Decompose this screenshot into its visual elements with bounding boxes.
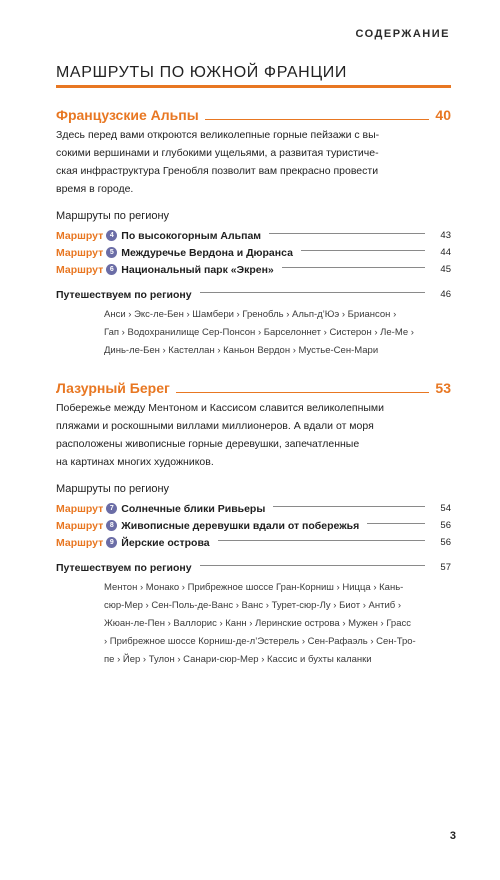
section-title[interactable]: Французские Альпы [56,107,199,123]
dot-leader [273,506,425,507]
travel-entry[interactable] [56,559,451,576]
route-keyword: Маршрут [56,246,104,259]
route-page-number: 54 [440,503,451,514]
route-entry[interactable] [56,261,451,278]
description-line: время в городе. [56,183,134,195]
route-entry[interactable] [56,244,451,261]
route-title[interactable]: Солнечные блики Ривьеры [121,502,266,515]
section-heading[interactable] [56,380,451,396]
dot-leader [218,540,425,541]
route-number-badge: 4 [106,230,117,241]
routes-label: Маршруты по региону [56,210,170,222]
places-line: › Прибрежное шоссе Корниш-де-л’Эстерель › Сен-Рафаэль › Сен-Тро- [104,636,416,647]
dot-leader [205,119,430,120]
section-description [56,399,451,471]
description-line: сокими вершинами и глубокими ущельями, а развитая туристиче- [56,147,379,159]
route-page-number: 56 [440,520,451,531]
route-number-badge: 7 [106,503,117,514]
route-entry[interactable] [56,534,451,551]
places-line: сюр-Мер › Сен-Поль-де-Ванс › Ванс › Турет-сюр-Лу › Биот › Антиб › [104,600,402,611]
dot-leader [200,292,425,293]
section-page-number: 40 [435,107,451,123]
places-line: пе › Йер › Тулон › Санари-сюр-Мер › Кассис и бухты каланки [104,654,372,665]
dot-leader [269,233,425,234]
description-line: расположены живописные горные деревушки, запечатленные [56,438,360,450]
route-keyword: Маршрут [56,536,104,549]
section-cote-dazur [56,380,451,669]
description-line: на картинах многих художников. [56,456,214,468]
route-title[interactable]: Национальный парк «Экрен» [121,263,274,276]
route-keyword: Маршрут [56,229,104,242]
description-line: Здесь перед вами откроются великолепные горные пейзажи с вы- [56,129,380,141]
routes-label: Маршруты по региону [56,483,170,495]
route-number-badge: 6 [106,264,117,275]
places-list [104,306,451,360]
route-keyword: Маршрут [56,502,104,515]
dot-leader [176,392,430,393]
route-keyword: Маршрут [56,519,104,532]
page-number: 3 [449,830,456,842]
route-page-number: 45 [440,264,451,275]
dot-leader [367,523,425,524]
route-page-number: 44 [440,247,451,258]
travel-title[interactable]: Путешествуем по региону [56,288,192,301]
section-french-alps [56,107,451,360]
travel-entry[interactable] [56,286,451,303]
route-entry[interactable] [56,517,451,534]
description-line: ская инфраструктура Гренобля позволит вам прекрасно провести [56,165,379,177]
description-line: Побережье между Ментоном и Кассисом славится великолепными [56,402,384,414]
running-header: СОДЕРЖАНИЕ [355,28,450,40]
places-line: Жюан-ле-Пен › Валлорис › Канн › Леринские острова › Мужен › Грасс [104,618,412,629]
section-description [56,126,451,198]
section-heading[interactable] [56,107,451,123]
dot-leader [301,250,425,251]
route-keyword: Маршрут [56,263,104,276]
route-title[interactable]: Междуречье Вердона и Дюранса [121,246,293,259]
dot-leader [200,565,425,566]
places-line: Гап › Водохранилище Сер-Понсон › Барселоннет › Систерон › Ле-Ме › [104,327,414,338]
places-line: Анси › Экс-ле-Бен › Шамбери › Гренобль › Альп-д’Юэ › Бриансон › [104,309,397,320]
route-title[interactable]: По высокогорным Альпам [121,229,262,242]
route-title[interactable]: Йерские острова [121,536,210,549]
route-page-number: 56 [440,537,451,548]
description-line: пляжами и роскошными виллами миллионеров. А вдали от моря [56,420,374,432]
page-title: МАРШРУТЫ ПО ЮЖНОЙ ФРАНЦИИ [56,64,451,88]
route-entry[interactable] [56,500,451,517]
route-page-number: 43 [440,230,451,241]
route-entry[interactable] [56,227,451,244]
route-number-badge: 5 [106,247,117,258]
places-line: Динь-ле-Бен › Кастеллан › Каньон Вердон › Мустье-Сен-Мари [104,345,379,356]
travel-page-number: 57 [440,562,451,573]
section-page-number: 53 [435,380,451,396]
places-list [104,579,451,669]
places-line: Ментон › Монако › Прибрежное шоссе Гран-Корниш › Ницца › Кань- [104,582,404,593]
route-number-badge: 9 [106,537,117,548]
route-title[interactable]: Живописные деревушки вдали от побережья [121,519,360,532]
route-number-badge: 8 [106,520,117,531]
section-title[interactable]: Лазурный Берег [56,380,170,396]
travel-page-number: 46 [440,289,451,300]
dot-leader [282,267,425,268]
travel-title[interactable]: Путешествуем по региону [56,561,192,574]
